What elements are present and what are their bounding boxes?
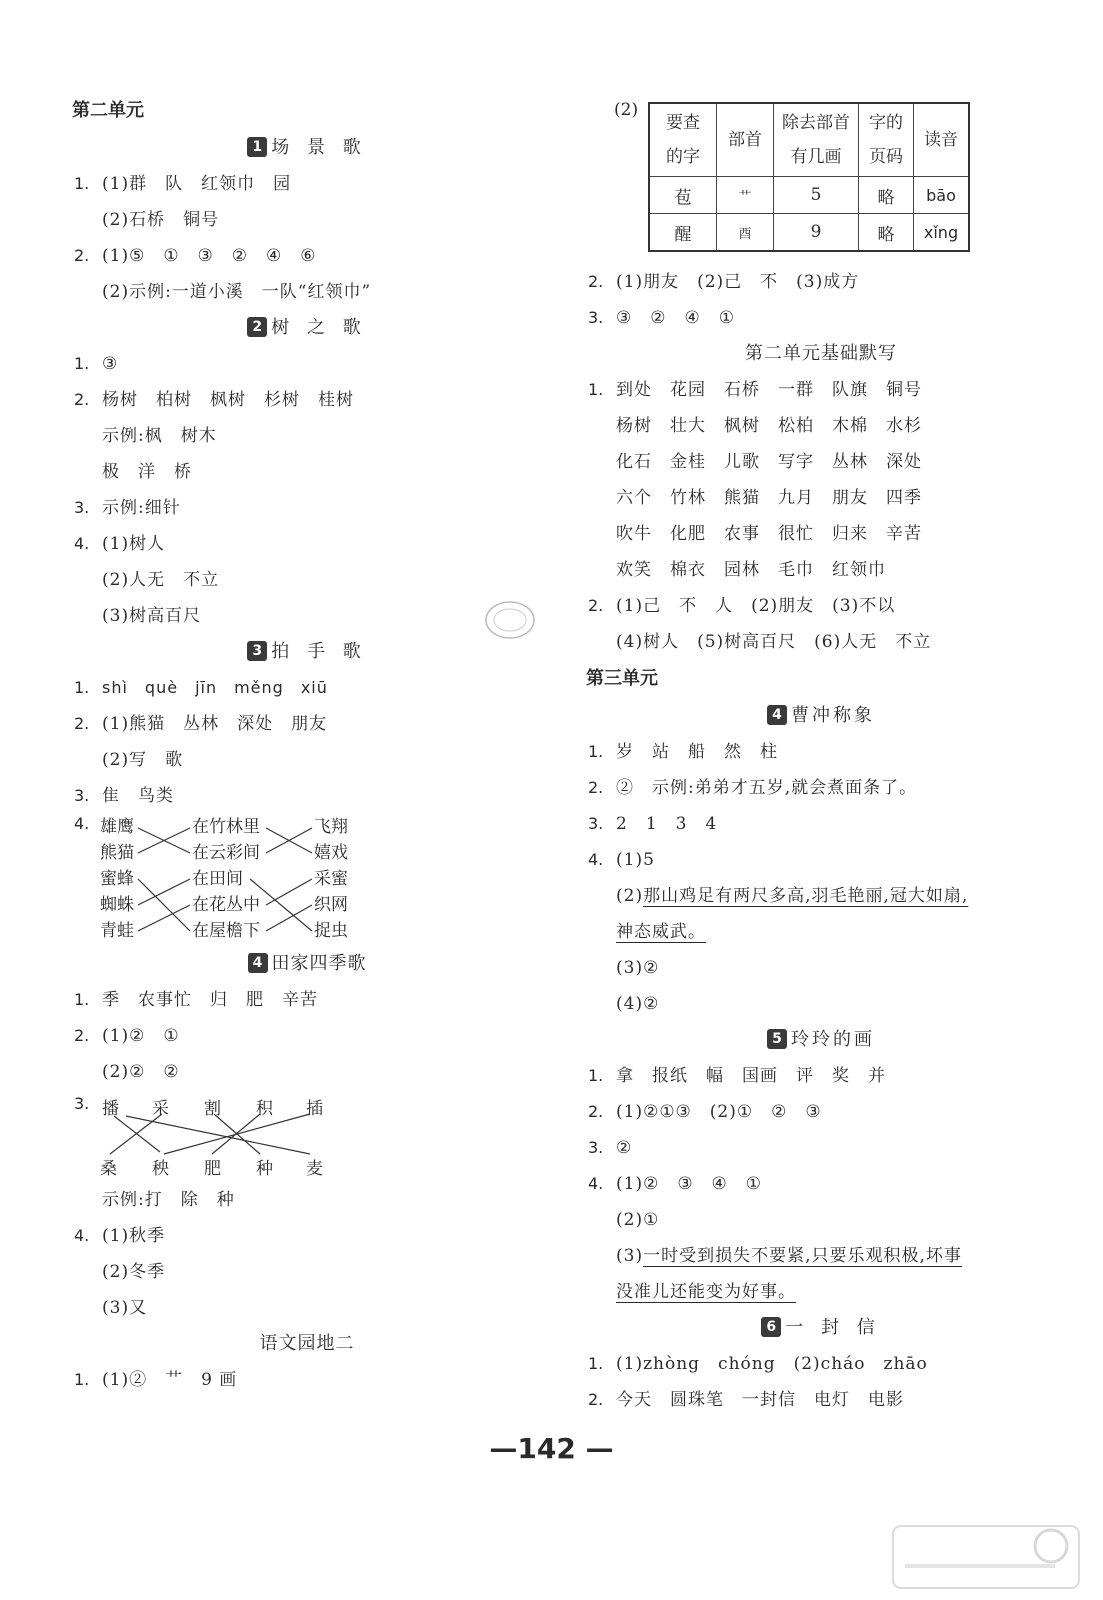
lesson-6-heading [586,1310,1056,1346]
table-cell: 略 [859,214,914,252]
match-top-item: 采 [152,1099,169,1119]
answer-line [72,274,542,310]
answer-text: (1)5 [616,850,655,870]
table-header-cell [859,103,914,177]
table-cell: 苞 [649,177,717,214]
match-left-item: 青蛙 [100,921,134,941]
answer-text: ② [616,1138,633,1158]
table-cell: 醒 [649,214,717,252]
answer-line [586,1202,1056,1238]
answer-text [616,1238,962,1274]
question-number: 1. [74,678,90,697]
answer-line [72,1254,542,1290]
answer-text: (2)人无 不立 [102,570,220,590]
lesson-number-badge: 1 [247,137,267,157]
table-header-row [649,103,969,177]
match-mid-item: 在田间 [192,869,243,889]
answer-line [586,480,1056,516]
header-line: 部首 [728,130,762,150]
question-number: 3. [588,814,604,833]
answer-line [586,842,1056,878]
question-number: 4. [588,1174,604,1193]
match-right-item: 捉虫 [314,921,348,941]
answer-line [72,1018,542,1054]
table-cell: bāo [914,177,970,214]
lesson-number-badge: 2 [247,317,267,337]
answer-line [586,552,1056,588]
answer-text: 欢笑 棉衣 园林 毛巾 红领巾 [616,560,886,580]
answer-line [586,1058,1056,1094]
answer-line [72,1182,542,1218]
answer-text: 示例:细针 [102,498,181,518]
answer-line [586,950,1056,986]
match-bottom-item: 秧 [152,1159,169,1179]
table-cell: 艹 [717,177,774,214]
question-number: 1. [74,354,90,373]
sub-number: (2) [616,886,644,906]
answer-line [72,562,542,598]
header-line: 读音 [924,130,958,150]
answer-line [72,238,542,274]
lesson-title: 一 封 信 [785,1317,881,1338]
watermark-logo-icon [891,1522,1081,1592]
lesson-title: 树 之 歌 [271,317,367,338]
match-left-item: 蜘蛛 [100,895,134,915]
header-line: 的字 [666,147,700,167]
answer-line [72,346,542,382]
dictionary-lookup-table [648,102,970,252]
answer-text: 到处 花园 石桥 一群 队旗 铜号 [616,380,922,400]
match-bottom-item: 肥 [204,1159,221,1179]
matching-exercise-animals [72,814,542,946]
answer-line [586,1094,1056,1130]
answer-text: (1)群 队 红领巾 园 [102,174,292,194]
match-left-item: 蜜蜂 [100,869,134,889]
stamp-icon [482,598,538,642]
answer-line [72,1290,542,1326]
match-right-item: 飞翔 [314,817,348,837]
table-cell: 略 [859,177,914,214]
answer-text: (2)示例:一道小溪 一队“红领巾” [102,282,372,302]
answer-line [586,1274,1056,1310]
header-line: 除去部首 [782,113,850,133]
answer-text: (1)秋季 [102,1226,166,1246]
question-number: 3. [588,308,604,327]
lesson-title: 玲玲的画 [791,1029,875,1050]
table-cell: xǐng [914,214,970,252]
answer-line [586,516,1056,552]
answer-line [72,742,542,778]
dictionary-table-block [586,92,1056,264]
answer-text: 极 洋 桥 [102,462,192,482]
answer-text: 季 农事忙 归 肥 辛苦 [102,990,318,1010]
answer-text: (1)② 艹 9 画 [102,1370,238,1390]
question-number: 2. [74,1026,90,1045]
answer-text: 岁 站 船 然 柱 [616,742,778,762]
answer-line [586,1346,1056,1382]
answer-text: (1)朋友 (2)己 不 (3)成方 [616,272,860,292]
answer-text: 拿 报纸 幅 国画 评 奖 并 [616,1066,886,1086]
question-number: 3. [74,786,90,805]
match-right-item: 采蜜 [314,869,348,889]
question-number: 1. [74,1370,90,1389]
lesson-5-heading [586,1022,1056,1058]
answer-line [586,372,1056,408]
answer-text: (1)② ③ ④ ① [616,1174,763,1194]
answer-line [586,264,1056,300]
lesson-title: 场 景 歌 [271,137,367,158]
answer-text: (2)② ② [102,1062,180,1082]
answer-text: 今天 圆珠笔 一封信 电灯 电影 [616,1390,904,1410]
question-number: 3. [588,1138,604,1157]
question-number: 1. [588,380,604,399]
answer-line [72,670,542,706]
header-line: 有几画 [790,147,842,167]
table-cell: 酉 [717,214,774,252]
lesson-4-heading [586,698,1056,734]
table-header-cell [649,103,717,177]
match-left-item: 熊猫 [100,843,134,863]
match-bottom-item: 种 [256,1159,273,1179]
lesson-title: 曹冲称象 [791,705,875,726]
underlined-answer: 一时受到损失不要紧,只要乐观积极,坏事 [643,1246,962,1266]
answer-text: (1)⑤ ① ③ ② ④ ⑥ [102,246,317,266]
answer-line [586,878,1056,914]
question-number: 1. [588,742,604,761]
match-line [164,1114,310,1154]
match-line [266,905,312,931]
answer-line [72,778,542,814]
answer-text: (2)石桥 铜号 [102,210,220,230]
answer-line [72,1218,542,1254]
question-number: 2. [74,714,90,733]
question-number: (2) [614,100,639,120]
question-number: 1. [74,174,90,193]
left-column [72,92,542,1398]
lesson-title: 田家四季歌 [271,953,367,974]
answer-line [586,588,1056,624]
header-line: 页码 [869,147,903,167]
lesson-3-heading [72,634,542,670]
answer-text: (1)树人 [102,534,166,554]
answer-line [586,806,1056,842]
match-top-item: 割 [204,1099,221,1119]
answer-text: (3)② [616,958,660,978]
question-number: 3. [74,498,90,517]
pinyin-answer: shì què jīn měng xiū [102,678,328,697]
table-header-cell [774,103,859,177]
answer-line [586,408,1056,444]
question-number: 2. [588,1390,604,1409]
match-bottom-item: 桑 [100,1159,117,1179]
garden-heading: 语文园地二 [259,1333,355,1354]
answer-text: 示例:打 除 种 [102,1190,235,1210]
table-row [649,214,969,252]
lesson-number-badge: 6 [761,1317,781,1337]
sub-number: (3) [616,1246,644,1266]
answer-text: (2)冬季 [102,1262,166,1282]
answer-text: ③ [102,354,119,374]
question-number: 2. [74,246,90,265]
answer-line [586,734,1056,770]
table-row [649,177,969,214]
answer-text: (3)又 [102,1298,148,1318]
question-number: 4. [74,814,90,833]
answer-text: 隹 鸟类 [102,786,174,806]
lesson-number-badge: 4 [767,705,787,725]
answer-text: 化石 金桂 儿歌 写字 丛林 深处 [616,452,922,472]
table-cell: 9 [774,214,859,252]
answer-line [72,490,542,526]
answer-line [586,914,1056,950]
answer-line [586,1130,1056,1166]
match-line [138,879,190,931]
answer-line [586,1238,1056,1274]
answer-line [72,1362,542,1398]
match-right-item: 织网 [314,895,348,915]
answer-text [616,878,968,914]
lesson-2-heading [72,310,542,346]
answer-line [586,444,1056,480]
answer-text: (4)② [616,994,660,1014]
lesson-number-badge: 3 [247,641,267,661]
question-number: 3. [74,1094,90,1113]
answer-text: (1)zhòng chóng (2)cháo zhāo [616,1354,928,1374]
question-number: 1. [588,1066,604,1085]
answer-line [72,1054,542,1090]
answer-text: 杨树 柏树 枫树 杉树 桂树 [102,390,354,410]
answer-line [72,418,542,454]
answer-text: 2 1 3 4 [616,814,718,834]
question-number: 4. [588,850,604,869]
answer-text: ② 示例:弟弟才五岁,就会煮面条了。 [616,778,918,798]
answer-line [72,526,542,562]
header-line: 要查 [666,113,700,133]
question-number: 4. [74,534,90,553]
unit-2-title: 第二单元 [72,100,144,121]
answer-line [586,300,1056,336]
right-column [586,92,1056,1418]
lesson-number-badge: 5 [767,1029,787,1049]
answer-text: 六个 竹林 熊猫 九月 朋友 四季 [616,488,922,508]
answer-line [72,706,542,742]
underlined-answer: 没准儿还能变为好事。 [616,1282,796,1302]
match-mid-item: 在云彩间 [192,843,260,863]
answer-line [72,166,542,202]
question-number: 2. [74,390,90,409]
match-line [266,879,312,905]
lesson-number-badge: 4 [248,953,268,973]
match-line [138,879,190,905]
match-top-item: 播 [102,1099,119,1119]
answer-text: (1)② ① [102,1026,180,1046]
match-mid-item: 在屋檐下 [192,921,260,941]
answer-text: 示例:枫 树木 [102,426,217,446]
dictation-heading: 第二单元基础默写 [745,343,897,364]
question-number: 1. [74,990,90,1009]
answer-line [72,202,542,238]
answer-text: 杨树 壮大 枫树 松柏 木棉 水杉 [616,416,922,436]
question-number: 2. [588,596,604,615]
answer-line [72,382,542,418]
matching-exercise-farm-words [72,1090,542,1182]
answer-text: (1)②①③ (2)① ② ③ [616,1102,822,1122]
question-number: 2. [588,1102,604,1121]
answer-text: (3)树高百尺 [102,606,202,626]
unit-3-title: 第三单元 [586,668,658,689]
match-right-item: 嬉戏 [314,843,348,863]
answer-text: (1)己 不 人 (2)朋友 (3)不以 [616,596,896,616]
question-number: 1. [588,1354,604,1373]
header-line: 字的 [869,113,903,133]
answer-text: (1)熊猫 丛林 深处 朋友 [102,714,328,734]
answer-text: 吹牛 化肥 农事 很忙 归来 辛苦 [616,524,922,544]
match-top-item: 插 [306,1099,323,1119]
answer-line [72,454,542,490]
lesson-1-heading [72,130,542,166]
answer-line [586,1382,1056,1418]
answer-line [72,982,542,1018]
answer-text: (2)写 歌 [102,750,184,770]
answer-line [586,1166,1056,1202]
answer-text: (4)树人 (5)树高百尺 (6)人无 不立 [616,632,932,652]
question-number: 2. [588,272,604,291]
match-mid-item: 在竹林里 [192,817,260,837]
question-number: 2. [588,778,604,797]
question-number: 4. [74,1226,90,1245]
answer-line [72,598,542,634]
match-bottom-item: 麦 [306,1159,323,1179]
table-cell: 5 [774,177,859,214]
match-left-item: 雄鹰 [100,817,134,837]
answer-line [586,624,1056,660]
answer-line [586,986,1056,1022]
page-number: —142 — [489,1432,614,1465]
lesson-4-heading [72,946,542,982]
lesson-title: 拍 手 歌 [271,641,367,662]
underlined-answer: 神态威武。 [616,922,706,942]
answer-text: ③ ② ④ ① [616,308,735,328]
underlined-answer: 那山鸡足有两尺多高,羽毛艳丽,冠大如扇, [643,886,969,906]
answer-text: (2)① [616,1210,660,1230]
answer-line [586,770,1056,806]
match-mid-item: 在花丛中 [192,895,260,915]
table-header-cell [717,103,774,177]
table-header-cell [914,103,970,177]
match-top-item: 积 [256,1099,273,1119]
match-line [138,905,190,931]
